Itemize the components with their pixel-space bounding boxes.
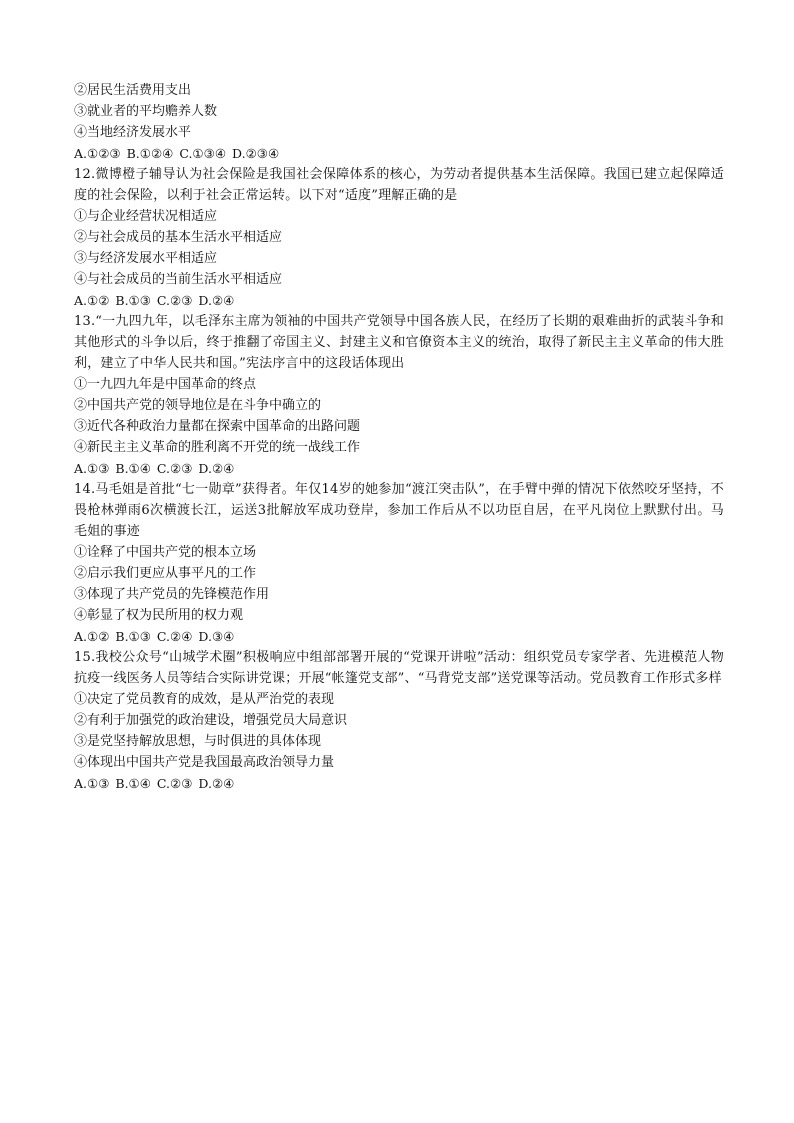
q14-option-1: ①诠释了中国共产党的根本立场 [74, 545, 257, 560]
q14-option-2: ②启示我们更应从事平凡的工作 [74, 566, 257, 581]
q15-option-2: ②有利于加强党的政治建设，增强党员大局意识 [74, 713, 348, 728]
q14-option-4: ④彰显了权为民所用的权力观 [74, 608, 244, 623]
q13-stem: 13.“一九四九年，以毛泽东主席为领袖的中国共产党领导中国各族人民，在经历了长期的艰难曲折的武装斗争和其他形式的斗争以后，终于推翻了帝国主义、封建主义和官僚资本主义的统治，取得了新民主主义革命的伟大胜利，建立了中华人民共和国。”宪法序言中的这段话体现出 [74, 314, 724, 371]
question-12 [74, 164, 724, 311]
q11-answer-choices: A.①②③ B.①②④ C.①③④ D.②③④ [74, 146, 280, 161]
q14-stem: 14.马毛姐是首批“七一勋章”获得者。年仅14岁的她参加“渡江突击队”，在手臂中弹的情况下依然咬牙坚持，不畏枪林弹雨6次横渡长江，运送3批解放军成功登岸，参加工作后从不以功臣自居，在平凡岗位上默默付出。马毛姐的事迹 [74, 482, 724, 539]
q13-option-2: ②中国共产党的领导地位是在斗争中确立的 [74, 398, 322, 413]
q15-option-3: ③是党坚持解放思想，与时俱进的具体体现 [74, 734, 322, 749]
question-15 [74, 647, 724, 794]
q15-stem: 15.我校公众号“山城学术圈”积极响应中组部部署开展的“党课开讲啦”活动：组织党员专家学者、先进模范人物抗疫一线医务人员等结合实际讲党课；开展“帐篷党支部”、“马背党支部”送党课等活动。党员教育工作形式多样 [74, 650, 724, 686]
q15-option-1: ①决定了党员教育的成效，是从严治党的表现 [74, 692, 335, 707]
q13-option-4: ④新民主主义革命的胜利离不开党的统一战线工作 [74, 440, 361, 455]
q12-option-3: ③与经济发展水平相适应 [74, 251, 218, 266]
q12-answer-choices: A.①② B.①③ C.②③ D.②④ [74, 293, 235, 308]
q11-option-4: ④当地经济发展水平 [74, 125, 192, 140]
q13-option-1: ①一九四九年是中国革命的终点 [74, 377, 257, 392]
question-13 [74, 311, 724, 479]
q14-option-3: ③体现了共产党员的先锋模范作用 [74, 587, 270, 602]
q13-answer-choices: A.①③ B.①④ C.②③ D.②④ [74, 461, 235, 476]
q12-option-1: ①与企业经营状况相适应 [74, 209, 218, 224]
q14-answer-choices: A.①② B.①③ C.②④ D.③④ [74, 629, 235, 644]
q11-option-3: ③就业者的平均赡养人数 [74, 104, 218, 119]
q11-option-2: ②居民生活费用支出 [74, 83, 192, 98]
q13-option-3: ③近代各种政治力量都在探索中国革命的出路问题 [74, 419, 361, 434]
q12-stem: 12.微博橙子辅导认为社会保险是我国社会保障体系的核心，为劳动者提供基本生活保障。我国已建立起保障适度的社会保险，以利于社会正常运转。以下对“适度”理解正确的是 [74, 167, 724, 203]
q15-option-4: ④体现出中国共产党是我国最高政治领导力量 [74, 755, 335, 770]
q12-option-4: ④与社会成员的当前生活水平相适应 [74, 272, 283, 287]
question-11 [74, 80, 724, 164]
q12-option-2: ②与社会成员的基本生活水平相适应 [74, 230, 283, 245]
question-14 [74, 479, 724, 647]
q15-answer-choices: A.①③ B.①④ C.②③ D.②④ [74, 776, 235, 791]
